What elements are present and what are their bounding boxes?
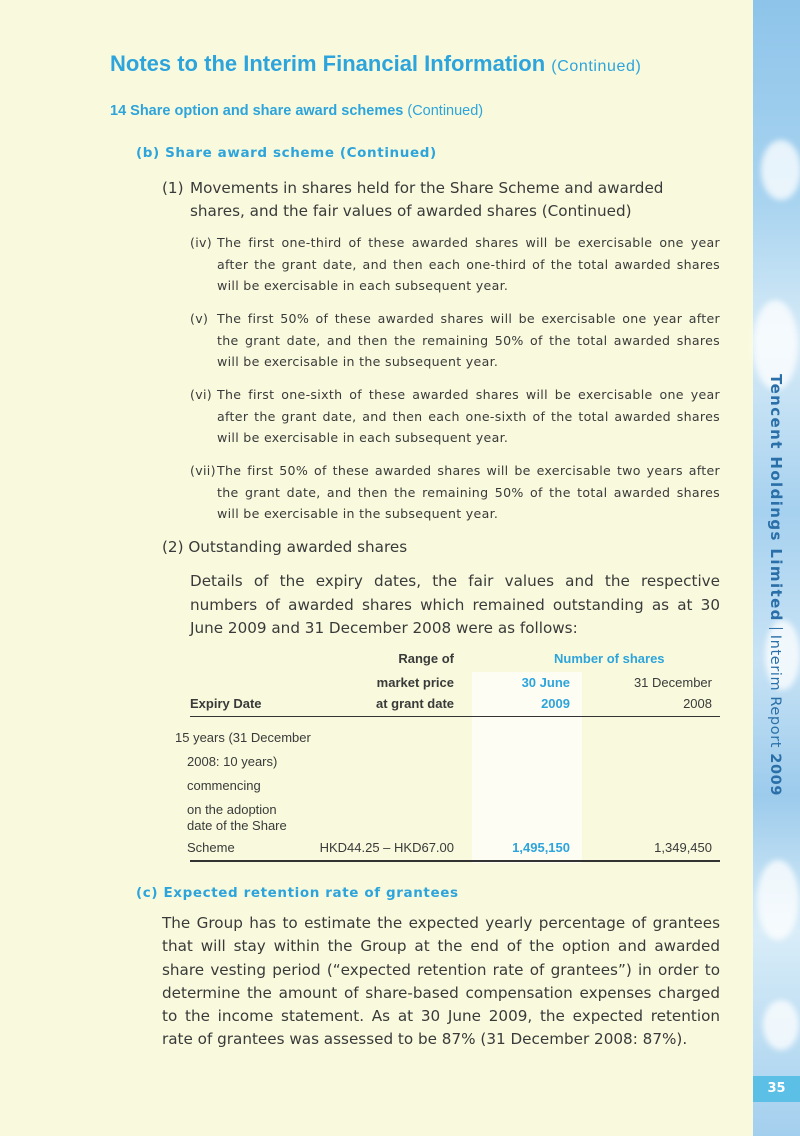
sub-item-number: (iv) [190,235,212,250]
sidebar-separator [769,628,783,629]
page-title-text: Notes to the Interim Financial Information [110,51,546,76]
col-range-header-2: market price [376,675,454,690]
awarded-shares-table [175,648,720,863]
item-2-heading: (2) Outstanding awarded shares [162,538,408,556]
col-range-header-1: Range of [398,651,454,666]
sub-item-vi [190,384,720,449]
expiry-line-1: 15 years (31 December [175,730,311,745]
col-dec-header-2: 2008 [683,696,712,711]
number-of-shares-header: Number of shares [554,651,665,666]
section-heading-continued: (Continued) [407,103,484,119]
expiry-line-2: 2008: 10 years) [187,754,278,769]
sub-item-vii [190,460,720,525]
sub-item-text: The first one-sixth of these awarded shares will be exercisable one year after the grant date, and then each one-sixth of the total awarded shares will be exercisable in each subsequent year. [217,387,720,445]
report-year: 2009 [767,753,783,797]
col-range-header-3: at grant date [375,696,454,711]
june-value: 1,495,150 [512,840,570,855]
december-value: 1,349,450 [654,840,712,855]
report-name: Interim Report [767,634,783,749]
sub-item-number: (vi) [190,387,212,402]
subsection-c-text: The Group has to estimate the expected yearly percentage of grantees that will stay within the Group at the end of the option and awarded share vesting period (“expected retention rate of grantees”) in order to determine the amount of share-based compensation expenses charged to the income statement. As at 30 June 2009, the expected retention rate of grantees was assessed to be 87% (31 December 2008: 87%). [162,914,720,1049]
sub-item-iv [190,232,720,297]
sub-item-text: The first 50% of these awarded shares will be exercisable one year after the grant date, and then the remaining 50% of the total awarded shares will be exercisable in the subsequent year. [217,311,720,369]
item-1-number: (1) [162,179,184,197]
sub-item-number: (v) [190,311,209,326]
section-heading-text: 14 Share option and share award schemes [110,103,404,119]
sub-item-text: The first 50% of these awarded shares will be exercisable two years after the grant date, and then the remaining 50% of the total awarded shares will be exercisable in the subsequent year. [217,463,720,521]
sidebar-running-title [767,374,785,796]
sub-item-text: The first one-third of these awarded shares will be exercisable one year after the grant date, and then each one-third of the total awarded shares will be exercisable in each subsequent year. [217,235,720,293]
col-june-header-1: 30 June [521,675,570,690]
subsection-b-heading: (b) Share award scheme (Continued) [136,145,437,161]
item-1 [162,177,722,223]
company-name: Tencent Holdings Limited [767,373,785,622]
section-heading [110,103,483,119]
col-june-header-2: 2009 [541,696,570,711]
col-expiry-header: Expiry Date [190,696,262,711]
sub-item-v [190,308,720,373]
sub-item-number: (vii) [190,463,216,478]
expiry-line-3: commencing [187,778,261,793]
range-value: HKD44.25 – HKD67.00 [319,840,454,855]
item-1-text: Movements in shares held for the Share Scheme and awarded shares, and the fair values of awarded shares (Continued) [190,179,664,220]
expiry-line-6: Scheme [187,840,235,855]
header-rule [190,716,720,717]
total-rule [190,860,720,862]
col-dec-header-1: 31 December [633,675,712,690]
expiry-line-5: date of the Share [187,818,287,833]
page-title [110,51,641,77]
subsection-c-heading: (c) Expected retention rate of grantees [136,885,459,901]
page-number: 35 [753,1076,800,1102]
page-title-continued: (Continued) [551,58,642,75]
item-2-text: Details of the expiry dates, the fair values and the respective numbers of awarded shares which remained outstanding as at 30 June 2009 and 31 December 2008 were as follows: [190,572,720,637]
expiry-line-4: on the adoption [187,802,277,817]
